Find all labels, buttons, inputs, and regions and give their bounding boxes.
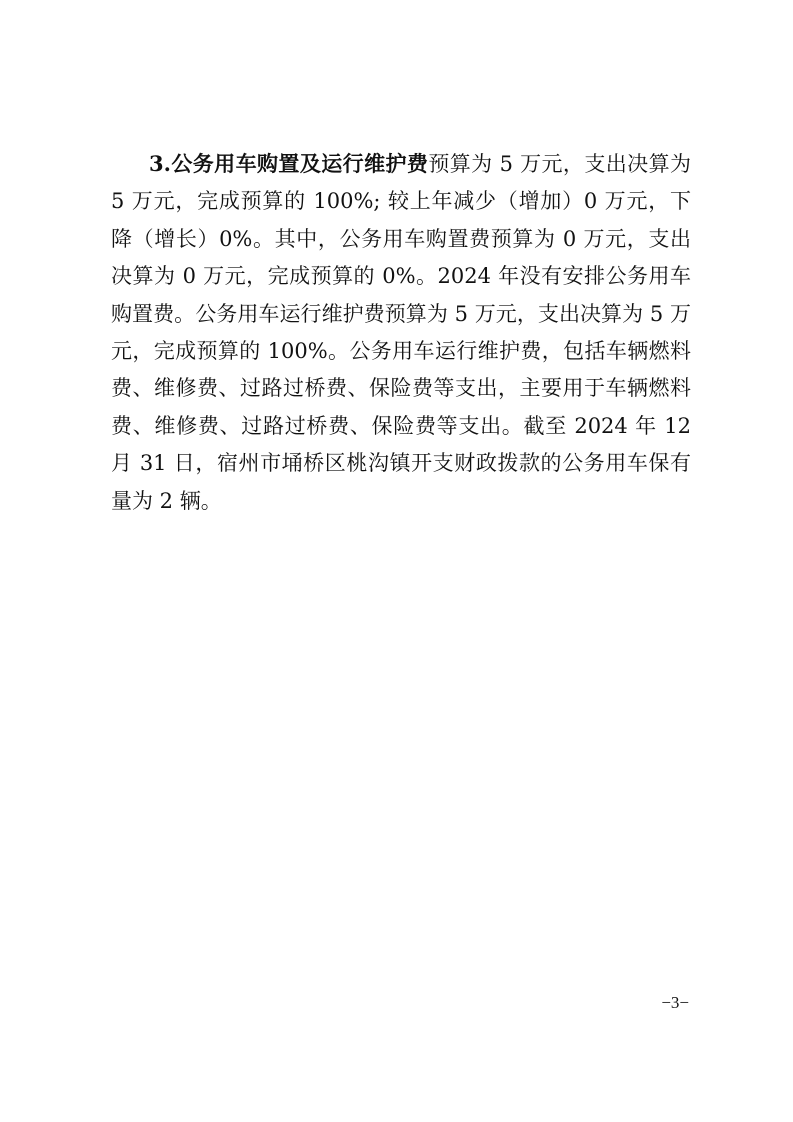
body-paragraph: [111, 145, 691, 520]
section-heading: 3.公务用车购置及运行维护费: [149, 151, 429, 176]
page-number: −3−: [661, 993, 689, 1012]
paragraph-text: 预算为 5 万元，支出决算为 5 万元，完成预算的 100%; 较上年减少（增加）0 万元，下降（增长）0%。其中，公务用车购置费预算为 0 万元，支出决算为 0 万元，完成预算的 0%。2024 年没有安排公务用车购置费。公务用车运行维护费预算为 5 万元，支出决算为 5 万元，完成预算的 100%。公务用车运行维护费，包括车辆燃料费、维修费、过路过桥费、保险费等支出，主要用于车辆燃料费、维修费、过路过桥费、保险费等支出。截至 2024 年 12 月 31 日，宿州市埇桥区桃沟镇开支财政拨款的公务用车保有量为 2 辆。: [111, 152, 691, 513]
